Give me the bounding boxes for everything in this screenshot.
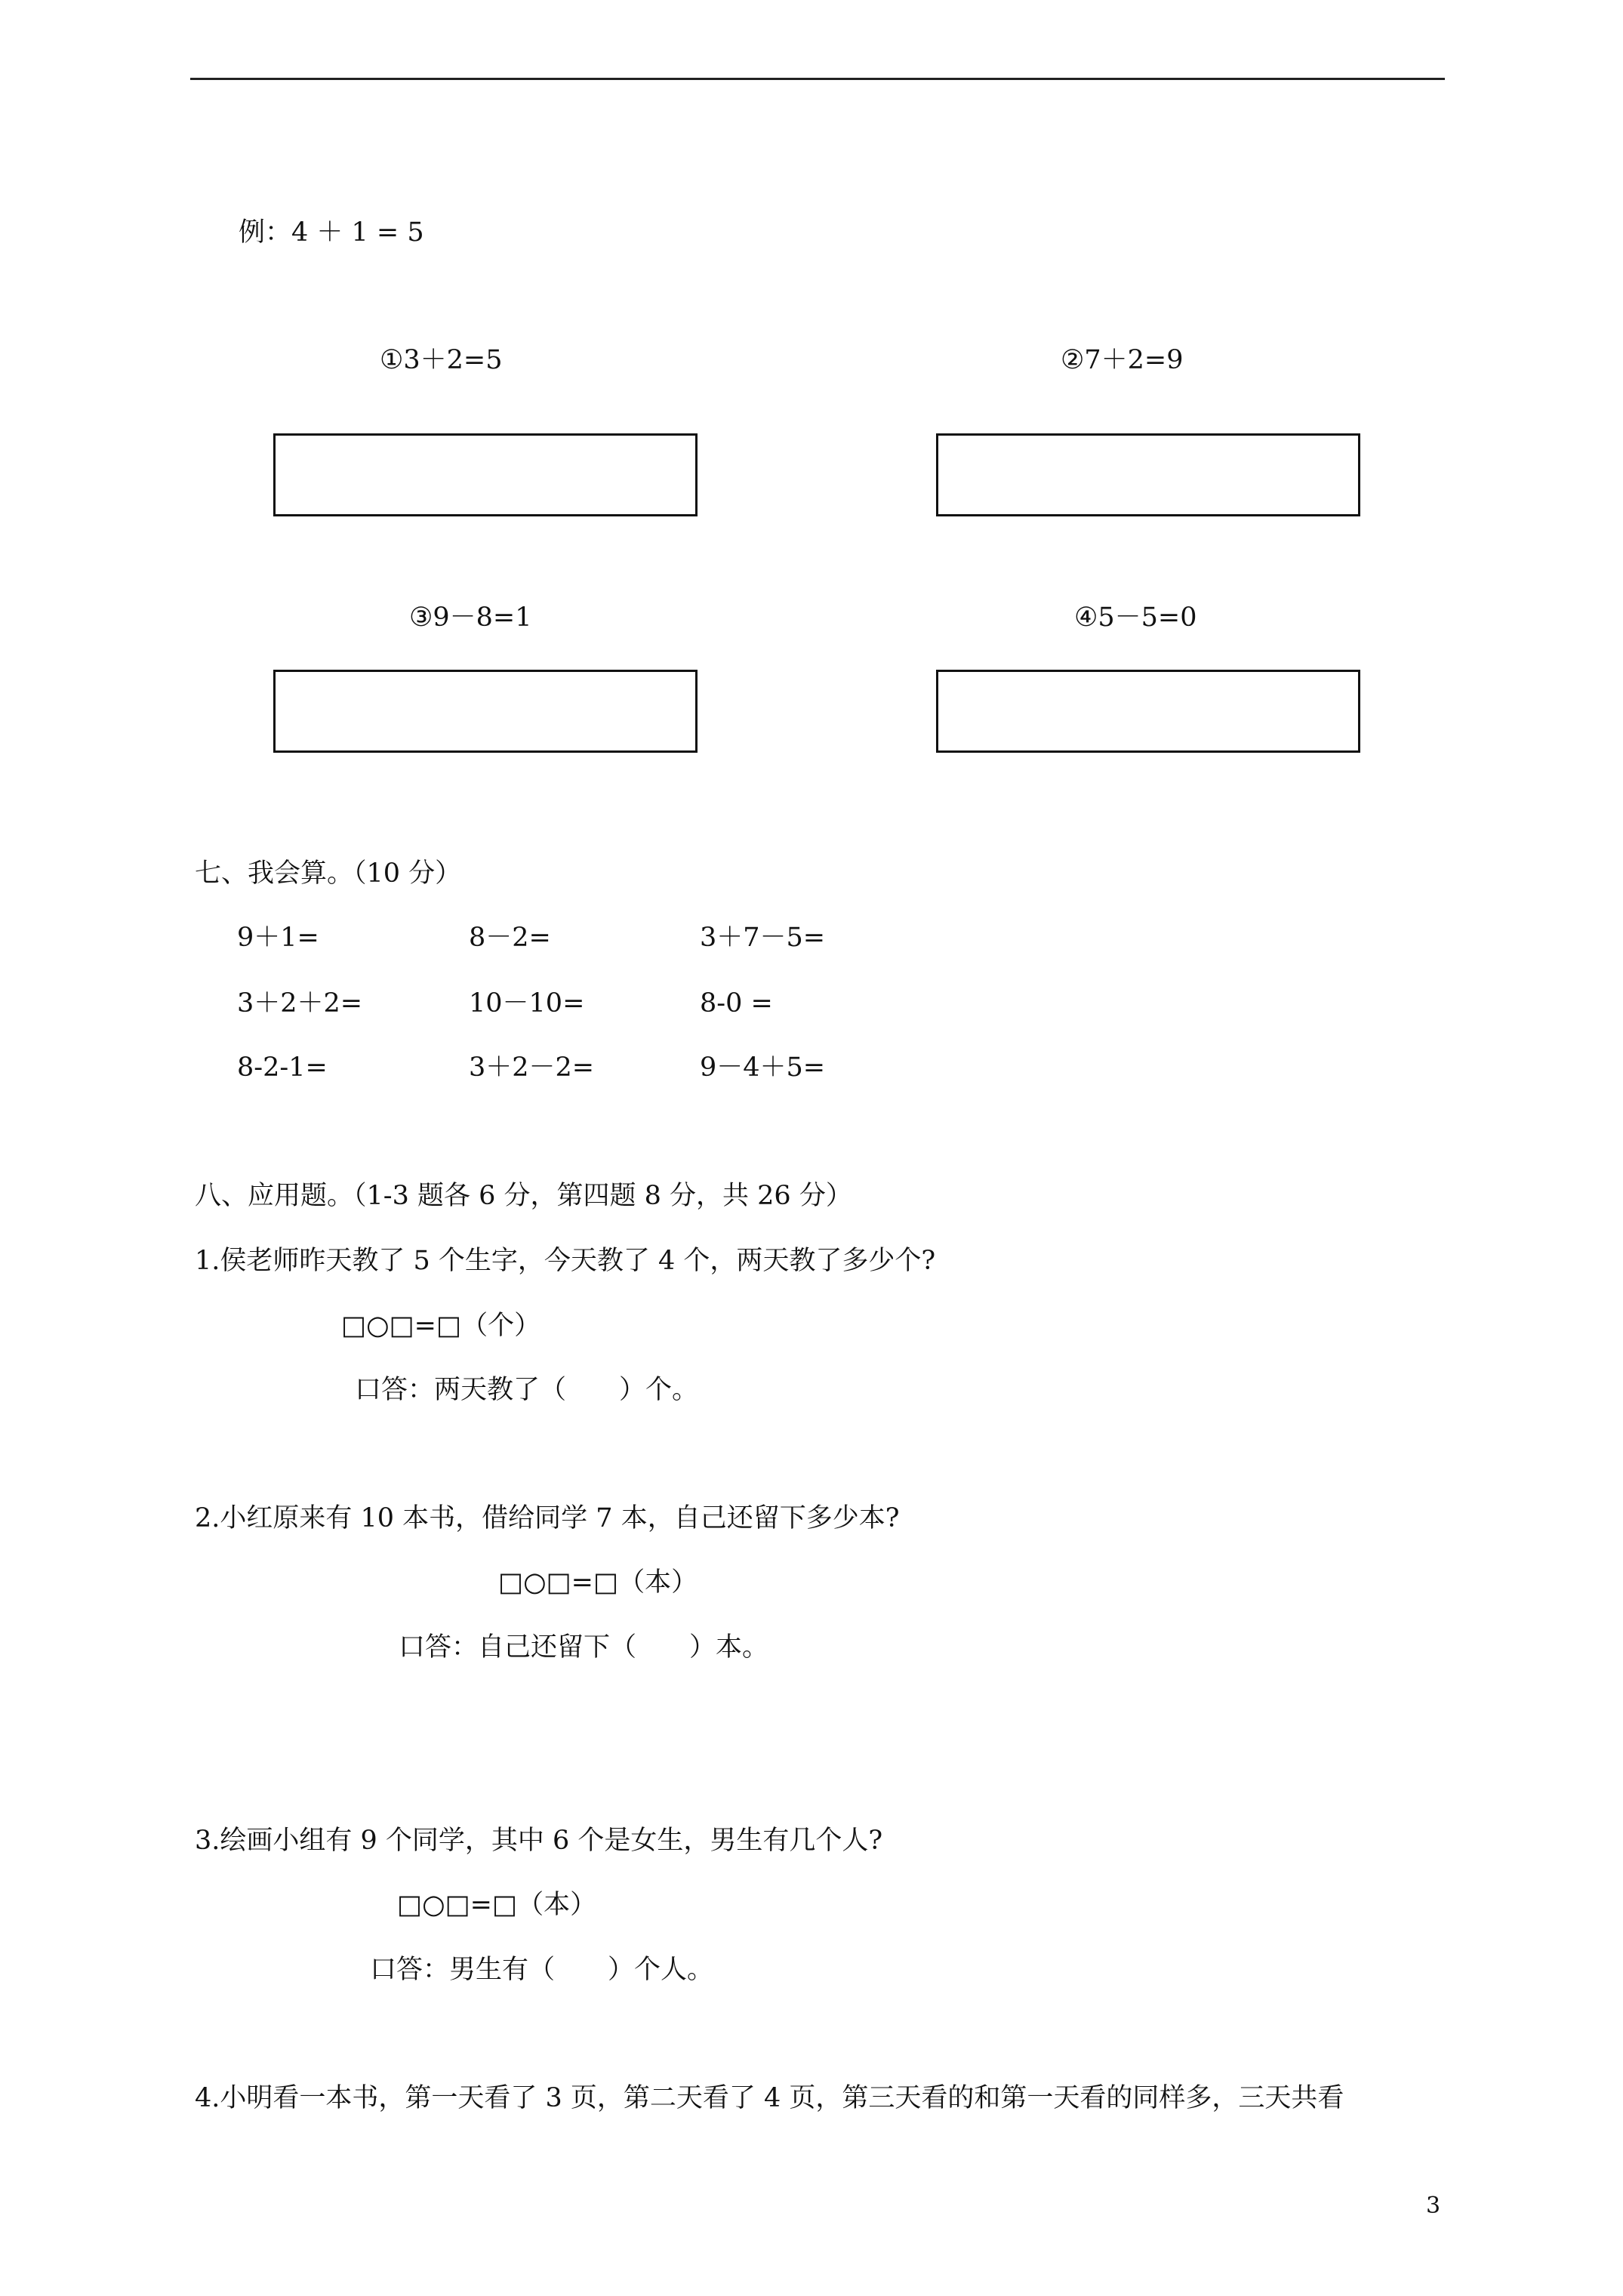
answer-box-4[interactable] <box>936 670 1360 753</box>
section-7-title: 七、我会算。（10 分） <box>195 858 462 889</box>
calc-item: 8－2= <box>469 923 551 953</box>
answer-box-1[interactable] <box>273 433 698 516</box>
problem-1-formula: □○□=□（个） <box>341 1311 541 1341</box>
problem-2-answer: 口答：自己还留下（ ）本。 <box>399 1632 769 1663</box>
example-line: 例：4 ＋ 1 = 5 <box>239 217 424 248</box>
calc-item: 3＋2＋2= <box>237 988 363 1019</box>
problem-1-question: 1.侯老师昨天教了 5 个生字，今天教了 4 个，两天教了多少个? <box>195 1246 936 1276</box>
section-8-title: 八、应用题。（1-3 题各 6 分，第四题 8 分，共 26 分） <box>195 1181 852 1211</box>
calc-item: 8-0 = <box>700 988 773 1019</box>
problem-1-answer: 口答：两天教了（ ）个。 <box>355 1375 699 1405</box>
calc-item: 8-2-1= <box>237 1052 328 1083</box>
calc-item: 3＋2－2= <box>469 1052 595 1083</box>
equation-label-4: ④5－5=0 <box>1074 603 1197 633</box>
answer-box-3[interactable] <box>273 670 698 753</box>
problem-3-answer: 口答：男生有（ ）个人。 <box>370 1955 714 1985</box>
problem-3-question: 3.绘画小组有 9 个同学，其中 6 个是女生，男生有几个人? <box>195 1826 883 1856</box>
equation-label-2: ②7＋2=9 <box>1061 345 1184 375</box>
answer-box-2[interactable] <box>936 433 1360 516</box>
calc-item: 3＋7－5= <box>700 923 826 953</box>
calc-item: 9＋1= <box>237 923 319 953</box>
header-rule <box>190 78 1445 80</box>
calc-item: 10－10= <box>469 988 585 1019</box>
problem-2-formula: □○□=□（本） <box>498 1567 698 1598</box>
problem-4-question: 4.小明看一本书，第一天看了 3 页，第二天看了 4 页，第三天看的和第一天看的同样多，三天共看 <box>195 2083 1344 2113</box>
page-number: 3 <box>1426 2193 1441 2219</box>
problem-3-formula: □○□=□（本） <box>397 1890 597 1920</box>
equation-label-1: ①3＋2=5 <box>380 345 503 375</box>
equation-label-3: ③9－8=1 <box>409 603 532 633</box>
problem-2-question: 2.小红原来有 10 本书，借给同学 7 本，自己还留下多少本? <box>195 1503 900 1533</box>
calc-item: 9－4＋5= <box>700 1052 826 1083</box>
